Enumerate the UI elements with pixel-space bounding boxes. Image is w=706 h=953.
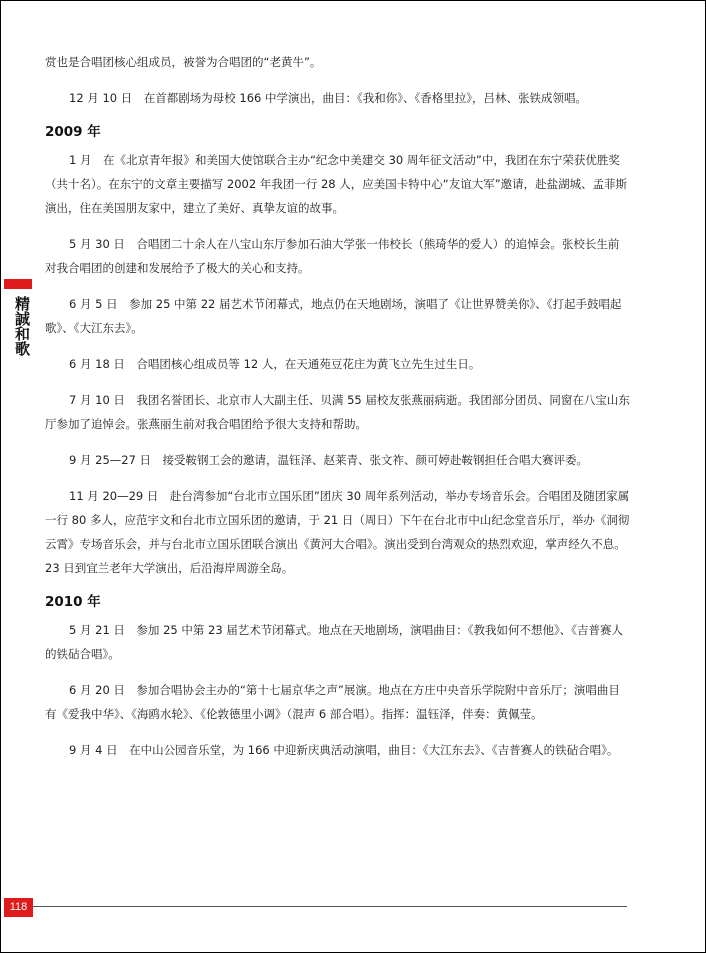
entry-2009: 5 月 30 日 合唱团二十余人在八宝山东厅参加石油大学张一伟校长（熊琦华的爱人）的追悼会。张校长生前对我合唱团的创建和发展给予了极大的关心和支持。 (45, 237, 620, 275)
top-line: 赏也是合唱团核心组成员，被誉为合唱团的“老黄牛”。 (45, 55, 322, 69)
side-title: 精誠和歌 (13, 296, 31, 356)
entry-2009: 9 月 25—27 日 接受鞍钢工会的邀请，温钰泽、赵莱青、张文祚、颜可婷赴鞍钢担任合唱大赛评委。 (69, 453, 589, 467)
year-heading-2010: 2010 年 (45, 594, 101, 610)
entry-2009: 7 月 10 日 我团名誉团长、北京市人大副主任、贝满 55 届校友张燕丽病逝。我团部分团员、同窗在八宝山东厅参加了追悼会。张燕丽生前对我合唱团给予很大支持和帮助。 (45, 393, 630, 431)
entry-2010: 6 月 20 日 参加合唱协会主办的“第十七届京华之声”展演。地点在方庄中央音乐学院附中音乐厅；演唱曲目有《爱我中华》、《海鸥水轮》、《伦敦德里小调》（混声 6 部合唱）。指挥：温钰泽，伴奏：黄佩莹。 (45, 683, 620, 721)
page-number: 118 (4, 898, 33, 917)
entry-2009: 11 月 20—29 日 赴台湾参加“台北市立国乐团”团庆 30 周年系列活动，举办专场音乐会。合唱团及随团家属一行 80 多人，应范宇文和台北市立国乐团的邀请，于 21 日（周日）下午在台北市中山纪念堂音乐厅，举办《洞彻云霄》专场音乐会，并与台北市立国乐团联合演出《黄河大合唱》。演出受到台湾观众的热烈欢迎，掌声经久不息。23 日到宜兰老年大学演出，后沿海岸周游全岛。 (45, 489, 630, 575)
entry-1210: 12 月 10 日 在首都剧场为母校 166 中学演出，曲目：《我和你》、《香格里拉》，吕林、张铁成领唱。 (69, 91, 587, 105)
entry-2009: 1 月 在《北京青年报》和美国大使馆联合主办“纪念中美建交 30 周年征文活动”中，我团在东宁荣获优胜奖（共十名）。在东宁的文章主要描写 2002 年我团一行 28 人，应美国卡特中心“友谊大军”邀请，赴盐湖城、孟菲斯演出，住在美国朋友家中，建立了美好、真挚友谊的故事。 (45, 153, 628, 215)
entry-2009: 6 月 18 日 合唱团核心组成员等 12 人，在天通苑豆花庄为黄飞立先生过生日。 (69, 357, 481, 371)
entry-2010: 5 月 21 日 参加 25 中第 23 届艺术节闭幕式。地点在天地剧场，演唱曲目：《教我如何不想他》、《吉普赛人的铁砧合唱》。 (45, 623, 624, 661)
page-content (45, 50, 630, 762)
side-marker (4, 279, 32, 289)
footer-rule (33, 906, 627, 907)
year-heading-2009: 2009 年 (45, 124, 101, 140)
entry-2010: 9 月 4 日 在中山公园音乐堂，为 166 中迎新庆典活动演唱，曲目：《大江东去》、《吉普赛人的铁砧合唱》。 (69, 743, 619, 757)
entry-2009: 6 月 5 日 参加 25 中第 22 届艺术节闭幕式，地点仍在天地剧场，演唱了《让世界赞美你》、《打起手鼓唱起歌》、《大江东去》。 (45, 297, 622, 335)
